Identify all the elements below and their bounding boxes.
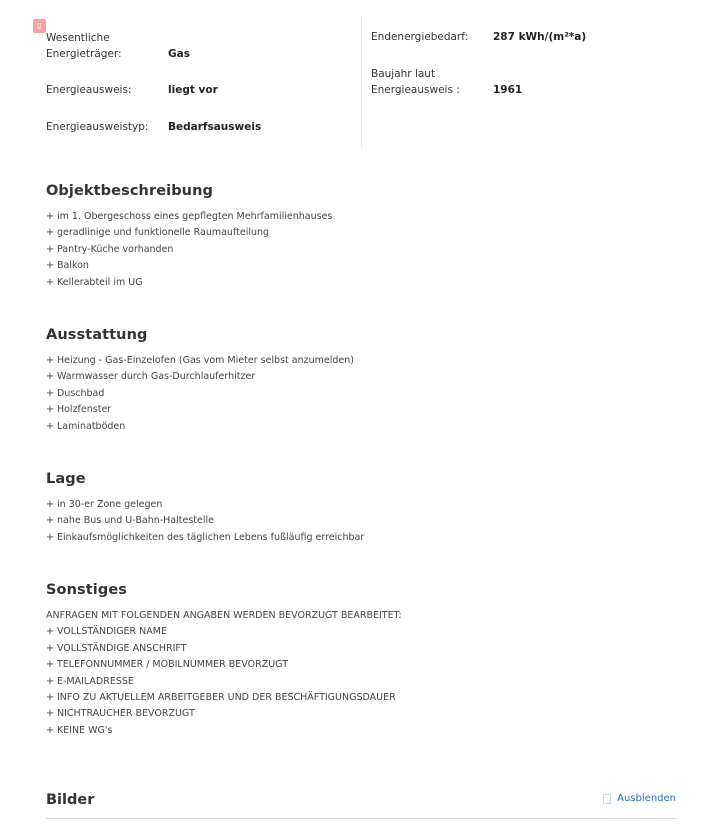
list-item: + Pantry-Küche vorhanden — [46, 243, 174, 255]
list-item: + KEINE WG's — [46, 724, 113, 736]
lage-list — [46, 497, 666, 546]
energy-row-baujahr — [371, 66, 676, 98]
energy-details — [46, 28, 676, 146]
list-item: + INFO ZU AKTUELLEM ARBEITGEBER UND DER BESCHÄFTIGUNGSDAUER — [46, 692, 396, 704]
bilder-title: Bilder — [46, 792, 95, 808]
objektbeschreibung-title: Objektbeschreibung — [46, 183, 214, 199]
ausblenden-label: Ausblenden — [617, 793, 676, 804]
endenergiebedarf-value: 287 kWh/(m²*a) — [493, 31, 587, 43]
baujahr-label: Baujahr laut Energieausweis : — [371, 68, 460, 96]
square-outline-icon — [603, 794, 611, 804]
list-item: + Duschbad — [46, 387, 105, 399]
energieausweis-value: liegt vor — [168, 84, 218, 96]
energietraeger-label: Wesentliche Energieträger: — [46, 32, 122, 60]
energieausweistyp-label: Energieausweistyp: — [46, 121, 149, 133]
ausstattung-title: Ausstattung — [46, 327, 148, 343]
energieausweis-label: Energieausweis: — [46, 84, 132, 96]
list-item: + Holzfenster — [46, 404, 112, 416]
list-item: + nahe Bus und U-Bahn-Haltestelle — [46, 515, 214, 527]
document-icon: ▯ — [33, 19, 46, 33]
list-item: + Warmwasser durch Gas-Durchlauferhitzer — [46, 371, 256, 383]
energy-row-endenergiebedarf — [371, 29, 676, 45]
objektbeschreibung-list — [46, 209, 666, 291]
lage-title: Lage — [46, 471, 86, 487]
sonstiges-list — [46, 608, 666, 739]
energietraeger-value: Gas — [168, 48, 190, 60]
energy-row-energieausweistyp — [46, 119, 361, 135]
list-item: + VOLLSTÄNDIGER NAME — [46, 626, 167, 638]
energy-row-energieausweis — [46, 82, 361, 98]
list-item: + Kellerabteil im UG — [46, 276, 143, 288]
bilder-header — [46, 790, 676, 819]
list-item: + TELEFONNUMMER / MOBILNUMMER BEVORZUGT — [46, 659, 289, 671]
section-lage — [46, 469, 666, 546]
section-ausstattung — [46, 325, 666, 435]
list-item: + Laminatböden — [46, 420, 126, 432]
list-item: + Einkaufsmöglichkeiten des täglichen Lebens fußläufig erreichbar — [46, 531, 365, 543]
list-item: ANFRAGEN MIT FOLGENDEN ANGABEN WERDEN BEVORZUGT BEARBEITET: — [46, 610, 402, 621]
energieausweistyp-value: Bedarfsausweis — [168, 121, 262, 133]
ausblenden-button[interactable] — [603, 793, 676, 804]
endenergiebedarf-label: Endenergiebedarf: — [371, 31, 469, 43]
sonstiges-title: Sonstiges — [46, 582, 128, 598]
list-item: + im 1. Obergeschoss eines gepflegten Mehrfamilienhauses — [46, 211, 333, 222]
list-item: + Heizung - Gas-Einzelofen (Gas vom Mieter selbst anzumelden) — [46, 355, 354, 366]
list-item: + VOLLSTÄNDIGE ANSCHRIFT — [46, 642, 187, 654]
energy-row-energietraeger — [46, 28, 361, 62]
section-objektbeschreibung — [46, 181, 666, 291]
ausstattung-list — [46, 353, 666, 435]
list-item: + geradlinige und funktionelle Raumaufteilung — [46, 227, 270, 239]
list-item: + NICHTRAUCHER BEVORZUGT — [46, 708, 195, 720]
list-item: + in 30-er Zone gelegen — [46, 499, 163, 510]
column-divider — [361, 16, 362, 148]
list-item: + Balkon — [46, 260, 89, 272]
list-item: + E-MAILADRESSE — [46, 675, 134, 687]
baujahr-value: 1961 — [493, 84, 523, 96]
section-sonstiges — [46, 580, 666, 739]
